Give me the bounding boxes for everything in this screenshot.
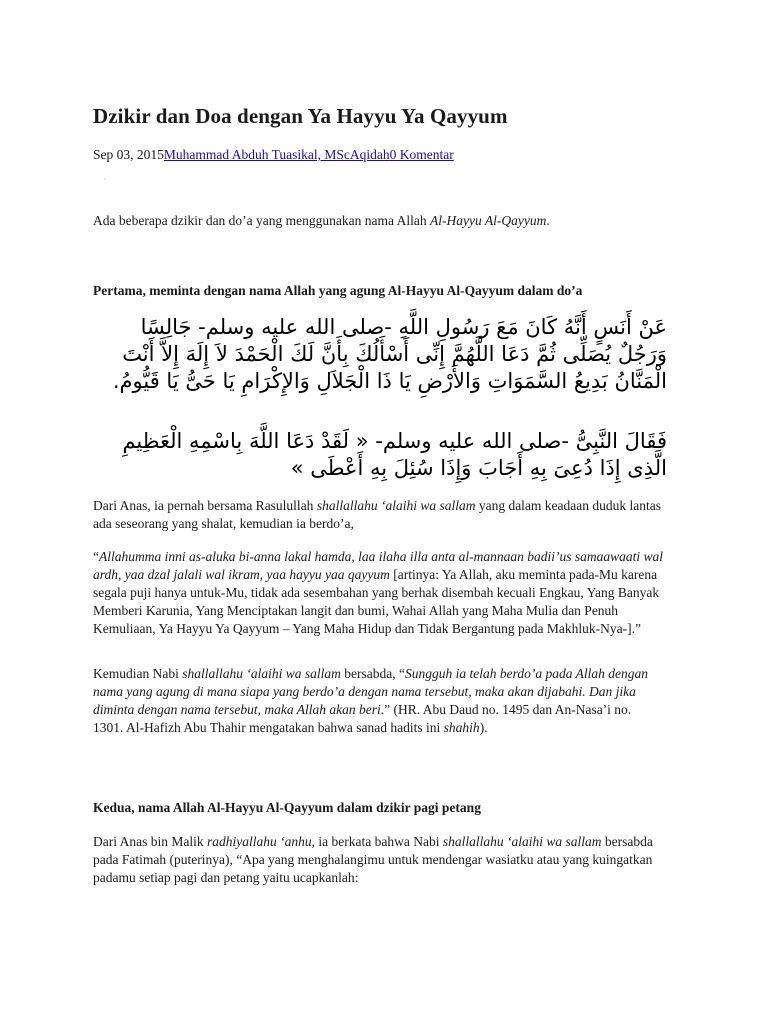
arabic-text-2: فَقَالَ النَّبِىُّ -صلى الله عليه وسلم- « لَقَدْ دَعَا اللَّهَ بِاسْمِهِ الْعَظِيمِ الَّذِى إِذَا دُعِىَ بِهِ أَجَابَ وَإِذَا سُئِلَ بِهِ أَعْطَى »	[122, 429, 667, 480]
category-link[interactable]: Aqidah	[349, 147, 390, 162]
arabic-text-1: عَنْ أَنَسٍ أَنَّهُ كَانَ مَعَ رَسُولِ اللَّهِ -صلى الله عليه وسلم- جَالِسًا وَرَجُلٌ يُصَلِّى ثُمَّ دَعَا اللَّهُمَّ إِنِّى أَسْأَلُكَ بِأَنَّ لَكَ الْحَمْدَ لاَ إِلَهَ إِلاَّ أَنْتَ الْمَنَّانُ بَدِيعُ السَّمَوَاتِ وَالأَرْضِ يَا ذَا الْجَلاَلِ وَالإِكْرَامِ يَا حَىُّ يَا قَيُّومُ.	[112, 315, 667, 393]
intro-paragraph: Ada beberapa dzikir dan do’a yang menggunakan nama Allah Al-Hayyu Al-Qayyum.	[93, 213, 550, 228]
comments-link[interactable]: 0 Komentar	[389, 147, 454, 162]
paragraph-sabda: Kemudian Nabi shallallahu ‘alaihi wa sallam bersabda, “Sungguh ia telah berdo’a pada Allah dengan nama yang agung di mana siapa yang berdo’a dengan nama tersebut, maka akan dijabahi. Dan jika diminta dengan nama tersebut, maka Allah akan beri.” (HR. Abu Daud no. 1495 dan An-Nasa’i no. 1301. Al-Hafizh Abu Thahir mengatakan bahwa sanad hadits ini shahih).	[93, 666, 648, 735]
post-date: Sep 03, 2015	[93, 147, 164, 162]
paragraph-fatimah: Dari Anas bin Malik radhiyallahu ‘anhu, ia berkata bahwa Nabi shallallahu ‘alaihi wa sallam bersabda pada Fatimah (puterinya), “Apa yang menghalangimu untuk mendengar wasiatku atau yang kuingatkan padamu setiap pagi dan petang yaitu ucapkanlah:	[93, 834, 653, 885]
paragraph-anas: Dari Anas, ia pernah bersama Rasulullah shallallahu ‘alaihi wa sallam yang dalam keadaan duduk lantas ada seseorang yang shalat, kemudian ia berdo’a,	[93, 498, 662, 531]
page-title: Dzikir dan Doa dengan Ya Hayyu Ya Qayyum	[93, 104, 508, 128]
section-heading-1: Pertama, meminta dengan nama Allah yang agung Al-Hayyu Al-Qayyum dalam do’a	[93, 283, 583, 298]
section-heading-2: Kedua, nama Allah Al-Hayyu Al-Qayyum dalam dzikir pagi petang	[93, 800, 481, 815]
separator-dot: ·	[103, 175, 106, 184]
article-meta	[93, 147, 454, 163]
author-link[interactable]: Muhammad Abduh Tuasikal, MSc	[163, 147, 350, 162]
paragraph-doa: “Allahumma inni as-aluka bi-anna lakal hamda, laa ilaha illa anta al-mannaan badii’us samaawaati wal ardh, yaa dzal jalali wal ikram, yaa hayyu yaa qayyum [artinya: Ya Allah, aku meminta pada-Mu karena segala puji hanya untuk-Mu, tidak ada sesembahan yang berhak disembah kecuali Engkau, Yang Banyak Memberi Karunia, Yang Menciptakan langit dan bumi, Wahai Allah yang Maha Mulia dan Penuh Kemuliaan, Ya Hayyu Ya Qayyum – Yang Maha Hidup dan Tidak Bergantung pada Makhluk-Nya-].”	[93, 549, 663, 636]
